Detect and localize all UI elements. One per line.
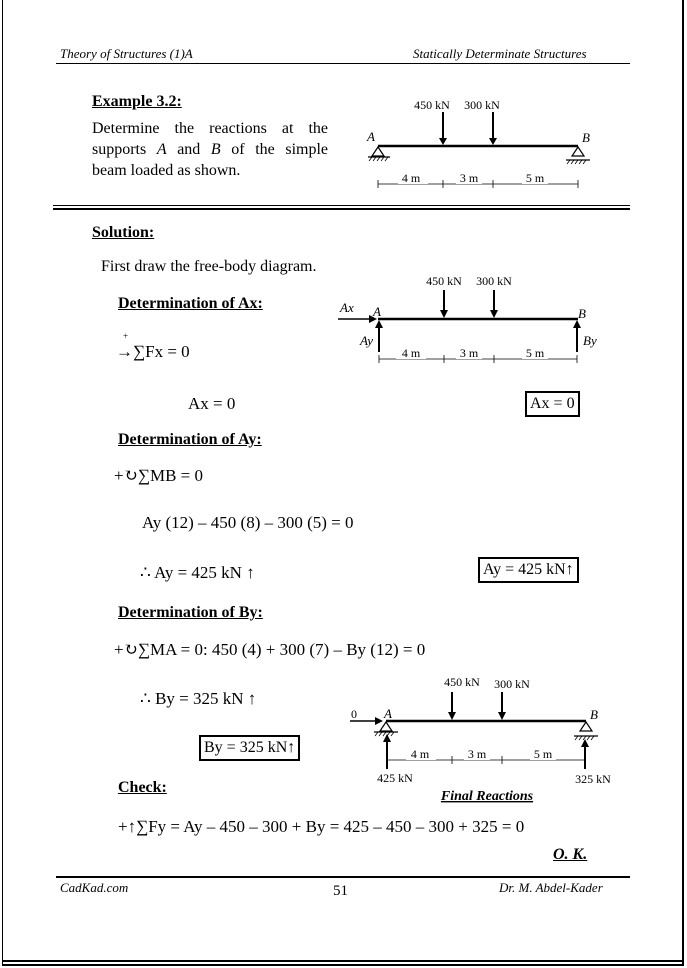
header-left: Theory of Structures (1)A xyxy=(60,46,193,61)
separator-bottom xyxy=(53,208,630,210)
fbd-ay-label: Ay xyxy=(360,333,373,348)
final-pin-support-a xyxy=(380,722,392,731)
span-1-label: 4 m xyxy=(401,171,421,185)
symbol-b: B xyxy=(210,141,221,158)
load-1-label: 450 kN xyxy=(414,98,450,112)
sum-mb-equation: +↻∑MB = 0 xyxy=(114,466,203,485)
final-horizontal-zero: 0 xyxy=(351,707,357,721)
page-bottom-shadow xyxy=(2,964,684,966)
final-load-1-label: 450 kN xyxy=(444,675,480,689)
heading-det-ax: Determination of Ax: xyxy=(118,295,263,312)
text-fragment: and xyxy=(166,141,211,158)
example-text-line1: Determine the reactions at the xyxy=(92,120,328,137)
heading-det-ay: Determination of Ay: xyxy=(118,431,262,448)
example-title: Example 3.2: xyxy=(92,93,182,110)
fbd-load-2-label: 300 kN xyxy=(476,274,512,288)
beam-diagram-1 xyxy=(360,92,600,192)
page-number: 51 xyxy=(333,883,348,899)
solution-intro: First draw the free-body diagram. xyxy=(101,258,317,275)
fbd-span-2-label: 3 m xyxy=(459,346,479,360)
final-reactions-diagram xyxy=(346,674,626,806)
sum-fx-equation: →∑Fx = 0 xyxy=(116,342,190,361)
fbd-load-1-arrowhead xyxy=(440,310,448,318)
plus-sign: + xyxy=(123,331,129,341)
final-span-2-label: 3 m xyxy=(467,747,487,761)
page-left-edge xyxy=(2,0,3,964)
by-result-box: By = 325 kN↑ xyxy=(199,735,300,761)
example-text xyxy=(92,118,328,181)
check-title: Check: xyxy=(118,779,167,796)
by-result: ∴ By = 325 kN ↑ xyxy=(140,689,257,708)
free-body-diagram xyxy=(336,268,616,368)
roller-support-b xyxy=(572,147,584,156)
ax-result-box: Ax = 0 xyxy=(525,391,580,417)
final-span-3-label: 5 m xyxy=(533,747,553,761)
footer-left: CadKad.com xyxy=(60,880,129,895)
final-ay-value: 425 kN xyxy=(377,771,413,785)
final-load-2-label: 300 kN xyxy=(494,677,530,691)
fbd-by-arrowhead xyxy=(573,320,581,328)
solution-title: Solution: xyxy=(92,224,155,241)
fbd-a-label: A xyxy=(373,304,381,319)
footer-rule xyxy=(56,876,630,878)
final-ay-arrowhead xyxy=(383,734,391,742)
support-a-label: A xyxy=(367,129,375,144)
ok-label: O. K. xyxy=(553,846,588,863)
final-reactions-caption: Final Reactions xyxy=(440,789,534,804)
ground-hatch-b xyxy=(567,160,586,164)
ay-result-box: Ay = 425 kN↑ xyxy=(478,557,579,583)
final-load-1-arrowhead xyxy=(448,712,456,720)
final-roller-support-b xyxy=(580,722,592,731)
fbd-span-3-label: 5 m xyxy=(525,346,545,360)
fbd-by-label: By xyxy=(583,333,597,348)
footer-right: Dr. M. Abdel-Kader xyxy=(499,880,603,895)
sum-ma-equation: +↻∑MA = 0: 450 (4) + 300 (7) – By (12) = 0 xyxy=(114,640,426,659)
example-text-line2 xyxy=(92,139,328,160)
header-rule xyxy=(56,63,630,64)
example-text-line3: beam loaded as shown. xyxy=(92,162,241,179)
final-b-label: B xyxy=(590,707,598,722)
page-bottom-edge xyxy=(2,960,684,962)
final-by-arrowhead xyxy=(581,739,589,747)
span-3-label: 5 m xyxy=(525,171,545,185)
final-span-1-label: 4 m xyxy=(410,747,430,761)
load-1-arrowhead xyxy=(439,138,447,145)
fbd-ay-arrowhead xyxy=(375,320,383,328)
fbd-b-label: B xyxy=(578,306,586,321)
text-fragment: supports xyxy=(92,141,157,158)
fbd-ax-label: Ax xyxy=(340,300,354,315)
ax-equation: Ax = 0 xyxy=(188,394,236,413)
load-2-arrowhead xyxy=(489,138,497,145)
fbd-load-1-label: 450 kN xyxy=(426,274,462,288)
ay-result: ∴ Ay = 425 kN ↑ xyxy=(140,563,255,582)
final-a-label: A xyxy=(384,706,392,721)
load-2-label: 300 kN xyxy=(464,98,500,112)
final-by-value: 325 kN xyxy=(575,772,611,786)
ground-hatch-a xyxy=(369,157,388,161)
check-equation: +↑∑Fy = Ay – 450 – 300 + By = 425 – 450 – 300 + 325 = 0 xyxy=(118,817,525,836)
page-right-edge xyxy=(682,0,684,964)
pin-support-a xyxy=(372,147,384,156)
final-load-2-arrowhead xyxy=(498,712,506,720)
support-b-label: B xyxy=(582,130,590,145)
header-right: Statically Determinate Structures xyxy=(413,46,587,61)
ay-moment-equation: Ay (12) – 450 (8) – 300 (5) = 0 xyxy=(142,513,354,532)
text-fragment: of the simple xyxy=(220,141,329,158)
final-ax-arrowhead xyxy=(375,717,383,725)
heading-det-by: Determination of By: xyxy=(118,604,263,621)
symbol-a: A xyxy=(156,141,167,158)
span-2-label: 3 m xyxy=(459,171,479,185)
fbd-load-2-arrowhead xyxy=(490,310,498,318)
separator-top xyxy=(53,205,630,206)
fbd-span-1-label: 4 m xyxy=(401,346,421,360)
